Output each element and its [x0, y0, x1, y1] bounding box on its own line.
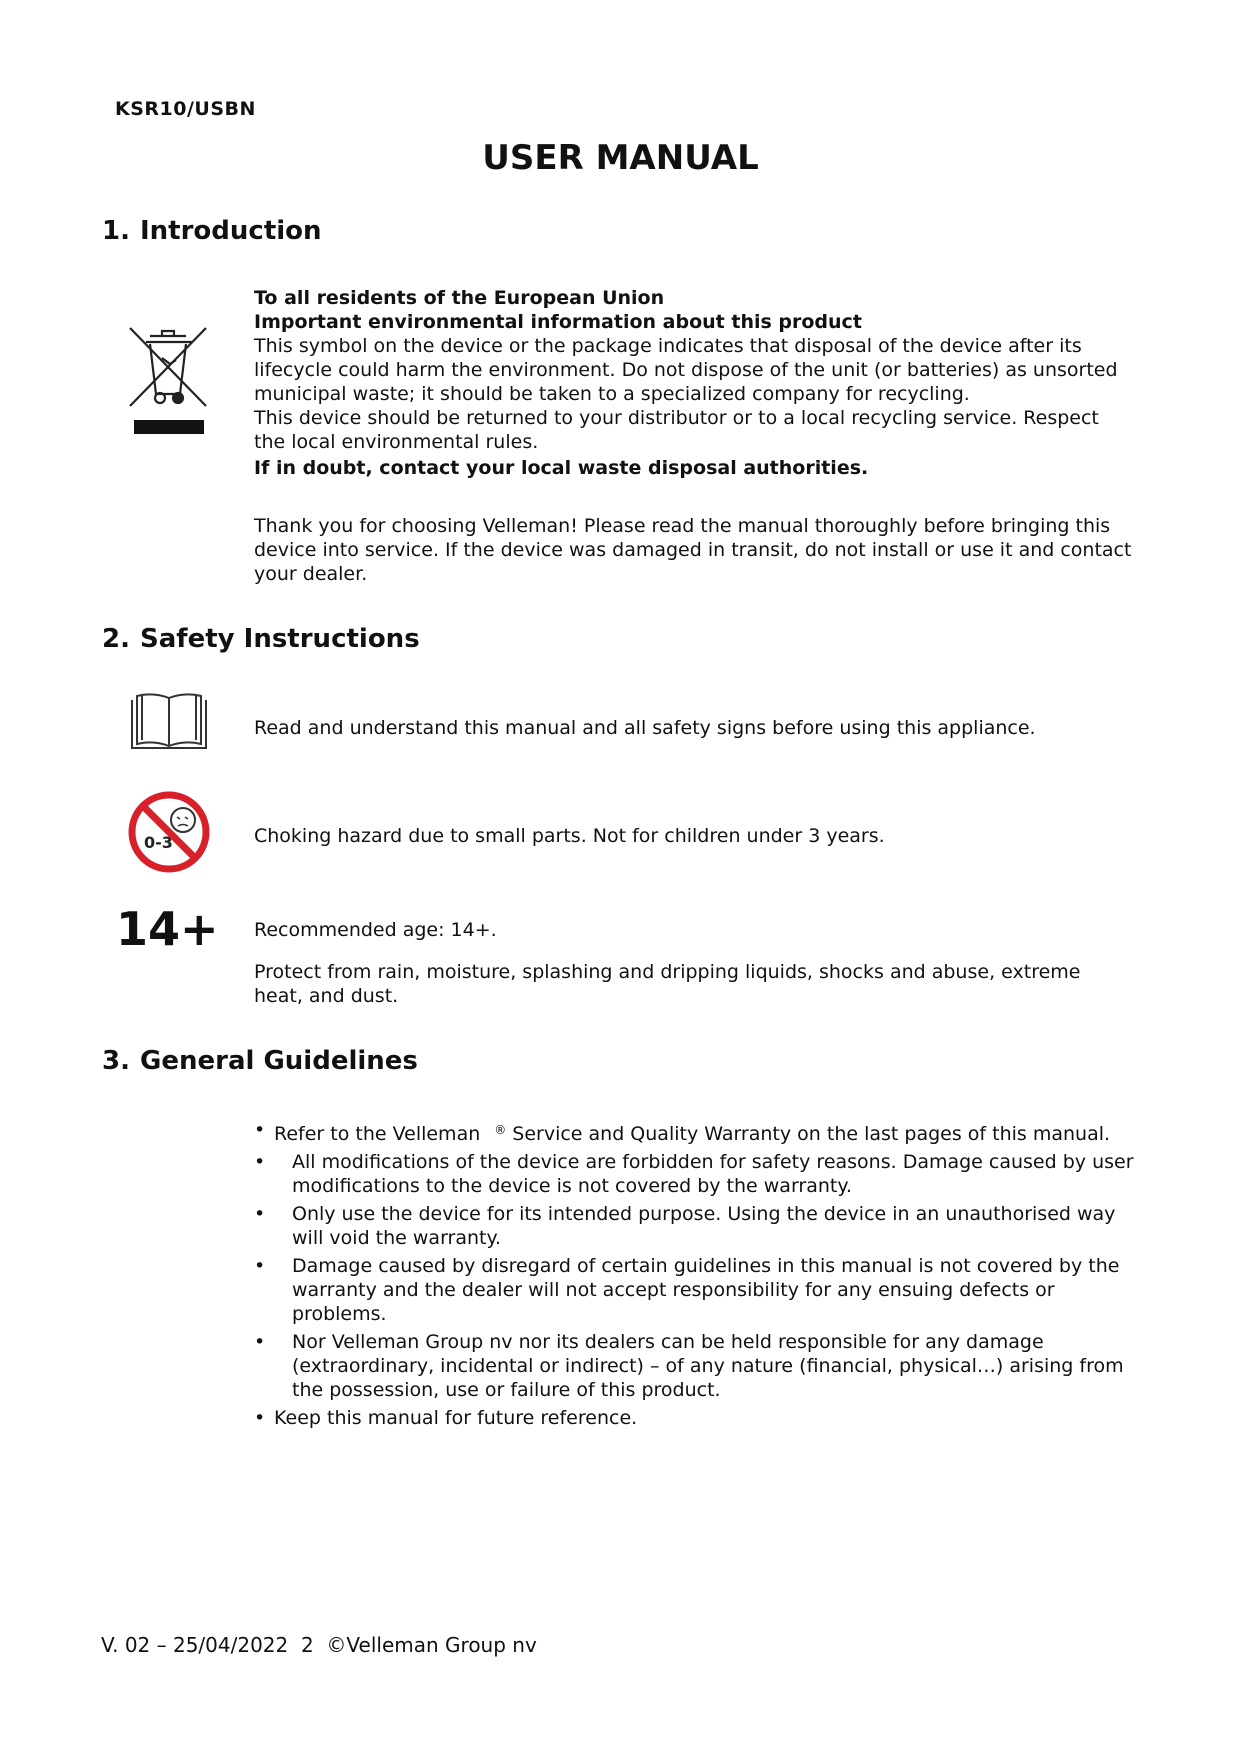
bullet-icon: • [254, 1255, 266, 1277]
guideline-text: Only use the device for its intended purpose. Using the device in an unauthorised way will void the warranty. [292, 1203, 1116, 1249]
guideline-text: Nor Velleman Group nv nor its dealers can be held responsible for any damage (extraordinary, incidental or indirect) – of any nature (financial, physical…) arising from the possession, use or failure of this product. [292, 1331, 1124, 1401]
section-heading-safety [102, 624, 420, 654]
bullet-icon: • [254, 1119, 266, 1141]
section-title: General Guidelines [140, 1046, 418, 1076]
guideline-text: Damage caused by disregard of certain guidelines in this manual is not covered by the warranty and the dealer will not accept responsibility for any ensuing defects or problems. [292, 1255, 1120, 1325]
section-number: 3. [102, 1046, 130, 1076]
guideline-text: Keep this manual for future reference. [274, 1407, 638, 1429]
choking-hazard-icon [127, 790, 211, 874]
age-14-plus-badge: 14+ [116, 902, 219, 956]
section-number: 2. [102, 624, 130, 654]
page-title-text: USER MANUAL [482, 138, 759, 178]
section-title: Safety Instructions [140, 624, 420, 654]
recommended-age-text: Recommended age: 14+. [254, 919, 497, 941]
page-footer: V. 02 – 25/04/2022 2 ©Velleman Group nv [101, 1633, 537, 1657]
list-item [254, 1150, 1134, 1198]
list-item [254, 1330, 1134, 1402]
bullet-icon: • [254, 1331, 266, 1353]
list-item [254, 1202, 1134, 1250]
weee-title: To all residents of the European Union [254, 287, 665, 309]
list-item [254, 1254, 1134, 1326]
guideline-text-pre: Refer to the Velleman [274, 1123, 481, 1145]
section-heading-guidelines [102, 1046, 418, 1076]
section-title: Introduction [140, 216, 322, 246]
registered-mark: ® [494, 1123, 507, 1137]
read-manual-text: Read and understand this manual and all safety signs before using this appliance. [254, 717, 1036, 739]
weee-paragraph-1: This symbol on the device or the package indicates that disposal of the device after its lifecycle could harm the environment. Do not dispose of the unit (or batteries) as unsorted municipal waste; it should be taken to a specialized company for recycling. [254, 335, 1118, 405]
section-heading-introduction [102, 216, 322, 246]
weee-doubt-note: If in doubt, contact your local waste disposal authorities. [254, 457, 869, 479]
model-number: KSR10/USBN [115, 98, 256, 120]
choking-text: Choking hazard due to small parts. Not for children under 3 years. [254, 825, 885, 847]
guideline-text-post: Service and Quality Warranty on the last pages of this manual. [512, 1123, 1111, 1145]
section-number: 1. [102, 216, 130, 246]
list-item [254, 1118, 1134, 1146]
bullet-icon: • [254, 1407, 266, 1429]
weee-paragraph-2: This device should be returned to your distributor or to a local recycling service. Respect the local environmental rules. [254, 407, 1099, 453]
weee-notice [254, 286, 1134, 480]
choke-age-label: 0-3 [144, 833, 173, 852]
thank-you-paragraph: Thank you for choosing Velleman! Please read the manual thoroughly before bringing this device into service. If the device was damaged in transit, do not install or use it and contact your dealer. [254, 515, 1132, 585]
protect-text: Protect from rain, moisture, splashing and dripping liquids, shocks and abuse, extreme heat, and dust. [254, 961, 1081, 1007]
page-title [0, 138, 1241, 178]
bullet-icon: • [254, 1203, 266, 1225]
guideline-text: All modifications of the device are forbidden for safety reasons. Damage caused by user modifications to the device is not covered by the warranty. [292, 1151, 1134, 1197]
bullet-icon: • [254, 1151, 266, 1173]
weee-subtitle: Important environmental information about this product [254, 311, 862, 333]
read-manual-icon [130, 690, 208, 752]
list-item [254, 1406, 1134, 1430]
guidelines-list [254, 1118, 1134, 1434]
weee-crossed-bin-icon [126, 322, 212, 442]
